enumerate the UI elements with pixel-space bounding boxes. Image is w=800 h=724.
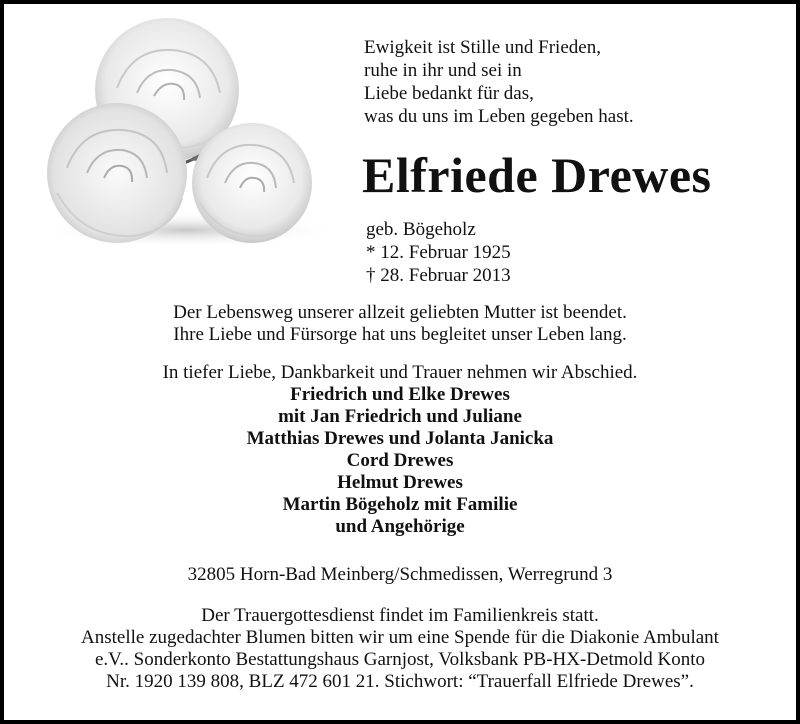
deceased-name: Elfriede Drewes bbox=[362, 147, 712, 203]
mourners-block bbox=[4, 362, 796, 538]
mourner-name: mit Jan Friedrich und Juliane bbox=[278, 406, 522, 427]
poem bbox=[364, 36, 634, 128]
birth-date: * 12. Februar 1925 bbox=[366, 242, 511, 263]
text-line: Der Trauergottesdienst findet im Familienkreis statt. bbox=[201, 605, 599, 626]
lebensweg-text bbox=[4, 302, 796, 346]
mourner-name: Martin Bögeholz mit Familie bbox=[282, 494, 518, 515]
poem-line: was du uns im Leben gegeben hast. bbox=[364, 106, 634, 127]
text-line: Anstelle zugedachter Blumen bitten wir um eine Spende für die Diakonie Ambulant bbox=[81, 627, 719, 648]
text-line: Ihre Liebe und Fürsorge hat uns begleitet unser Leben lang. bbox=[173, 324, 627, 345]
mourner-name: Friedrich und Elke Drewes bbox=[290, 384, 510, 405]
poem-line: Liebe bedankt für das, bbox=[364, 83, 534, 104]
service-and-donation-notes bbox=[4, 605, 796, 693]
rose-right bbox=[192, 123, 312, 243]
poem-line: Ewigkeit ist Stille und Frieden, bbox=[364, 37, 601, 58]
farewell-line: In tiefer Liebe, Dankbarkeit und Trauer nehmen wir Abschied. bbox=[162, 362, 638, 383]
mourner-name: Cord Drewes bbox=[346, 450, 454, 471]
white-roses-image bbox=[22, 18, 352, 258]
text-line: e.V.. Sonderkonto Bestattungshaus Garnjost, Volksbank PB-HX-Detmold Konto bbox=[94, 649, 706, 670]
mourner-name: Matthias Drewes und Jolanta Janicka bbox=[246, 428, 554, 449]
text-line: Nr. 1920 139 808, BLZ 472 601 21. Stichwort: “Trauerfall Elfriede Drewes”. bbox=[106, 671, 694, 692]
birth-name: geb. Bögeholz bbox=[366, 219, 476, 240]
mourner-name: Helmut Drewes bbox=[337, 472, 463, 493]
text-line: Der Lebensweg unserer allzeit geliebten Mutter ist beendet. bbox=[173, 302, 627, 323]
poem-line: ruhe in ihr und sei in bbox=[364, 60, 522, 81]
life-dates bbox=[366, 218, 511, 287]
death-date: † 28. Februar 2013 bbox=[366, 265, 511, 286]
rose-left bbox=[47, 103, 187, 243]
address: 32805 Horn-Bad Meinberg/Schmedissen, Werregrund 3 bbox=[187, 564, 613, 585]
mourner-name: und Angehörige bbox=[335, 516, 465, 537]
